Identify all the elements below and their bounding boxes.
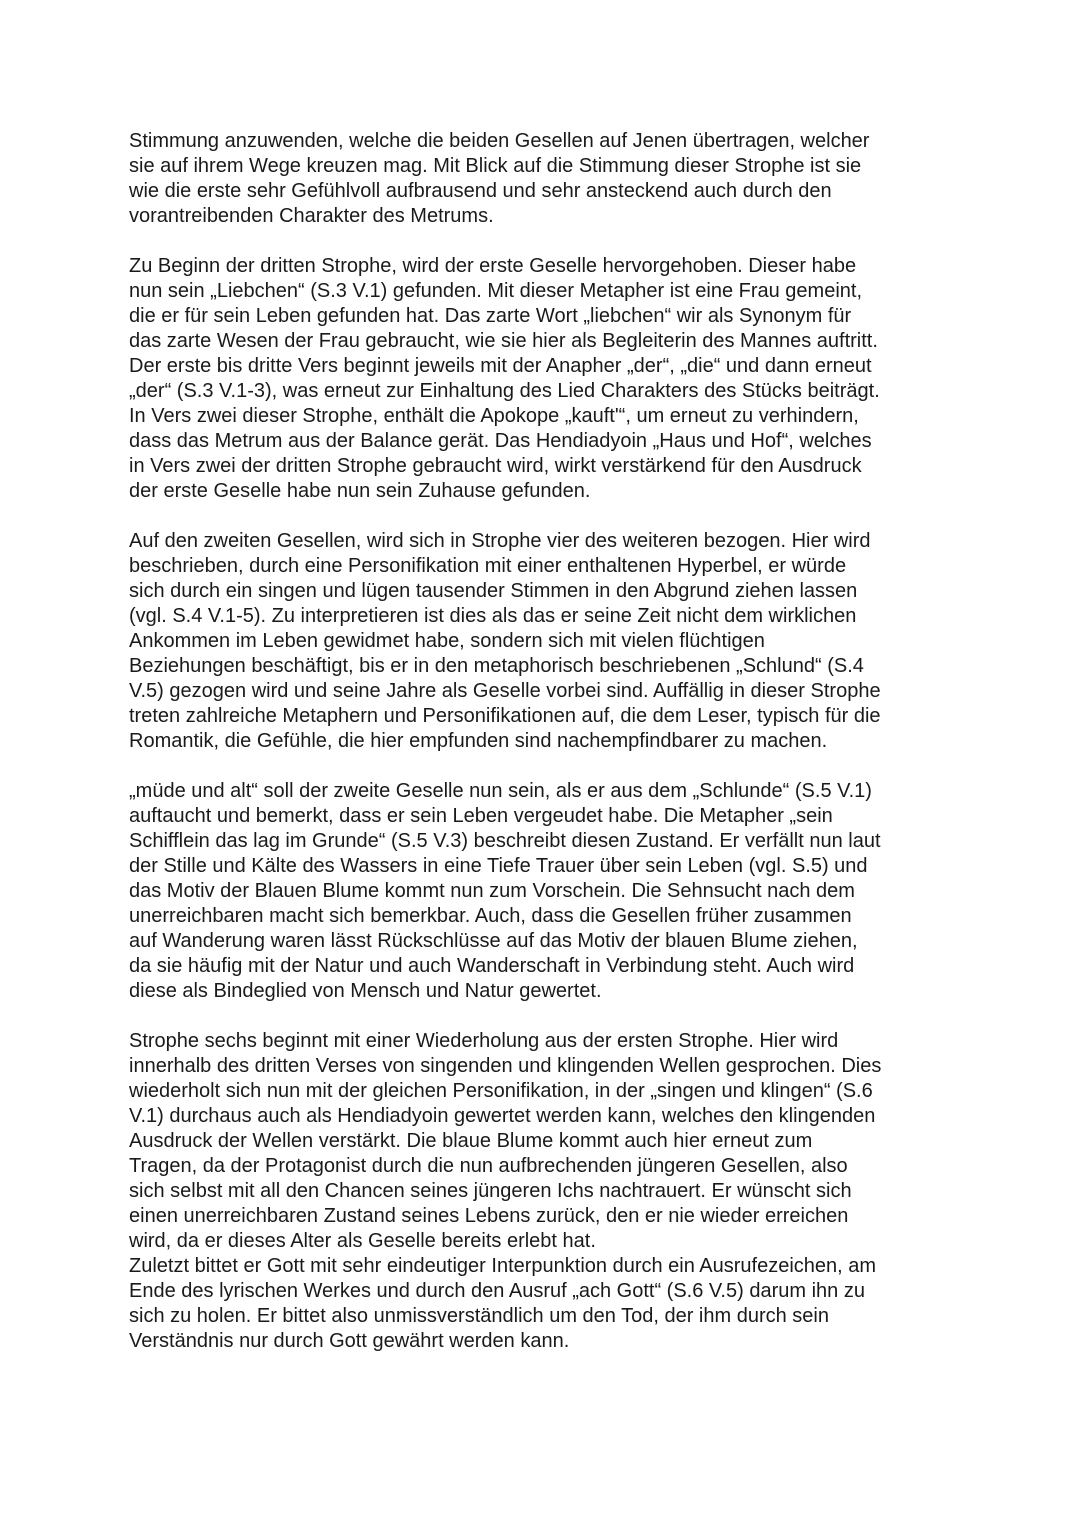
document-page: [129, 129, 959, 1354]
paragraph-gap: [129, 1004, 959, 1029]
text-line: V.1) durchaus auch als Hendiadyoin gewertet werden kann, welches den klingenden: [129, 1105, 876, 1127]
text-line: wie die erste sehr Gefühlvoll aufbrausend und sehr ansteckend auch durch den: [129, 180, 832, 202]
text-line: beschrieben, durch eine Personifikation mit einer enthaltenen Hyperbel, er würde: [129, 555, 847, 577]
text-line: Ankommen im Leben gewidmet habe, sondern sich mit vielen flüchtigen: [129, 630, 765, 652]
text-line: Stimmung anzuwenden, welche die beiden Gesellen auf Jenen übertragen, welcher: [129, 130, 870, 152]
text-line: der Stille und Kälte des Wassers in eine Tiefe Trauer über sein Leben (vgl. S.5) und: [129, 855, 868, 877]
text-line: die er für sein Leben gefunden hat. Das zarte Wort „liebchen“ wir als Synonym für: [129, 305, 852, 327]
text-line: vorantreibenden Charakter des Metrums.: [129, 205, 494, 227]
text-line: Ende des lyrischen Werkes und durch den Ausruf „ach Gott“ (S.6 V.5) darum ihn zu: [129, 1280, 865, 1302]
text-line: Ausdruck der Wellen verstärkt. Die blaue Blume kommt auch hier erneut zum: [129, 1130, 813, 1152]
text-line: wird, da er dieses Alter als Geselle bereits erlebt hat.: [129, 1230, 596, 1252]
text-line: da sie häufig mit der Natur und auch Wanderschaft in Verbindung steht. Auch wird: [129, 955, 855, 977]
text-line: Schifflein das lag im Grunde“ (S.5 V.3) beschreibt diesen Zustand. Er verfällt nun laut: [129, 830, 881, 852]
text-line: (vgl. S.4 V.1-5). Zu interpretieren ist dies als das er seine Zeit nicht dem wirklichen: [129, 605, 857, 627]
text-line: innerhalb des dritten Verses von singenden und klingenden Wellen gesprochen. Dies: [129, 1055, 882, 1077]
text-line: der erste Geselle habe nun sein Zuhause gefunden.: [129, 480, 591, 502]
text-line: sie auf ihrem Wege kreuzen mag. Mit Blick auf die Stimmung dieser Strophe ist sie: [129, 155, 862, 177]
text-line: Zu Beginn der dritten Strophe, wird der erste Geselle hervorgehoben. Dieser habe: [129, 255, 857, 277]
text-line: dass das Metrum aus der Balance gerät. Das Hendiadyoin „Haus und Hof“, welches: [129, 430, 872, 452]
text-line: das zarte Wesen der Frau gebraucht, wie sie hier als Begleiterin des Mannes auftritt.: [129, 330, 878, 352]
text-line: Verständnis nur durch Gott gewährt werden kann.: [129, 1330, 570, 1352]
paragraph-strophe-sechs: [129, 1029, 959, 1354]
paragraph-stimmung: [129, 129, 959, 229]
text-line: sich selbst mit all den Chancen seines jüngeren Ichs nachtrauert. Er wünscht sich: [129, 1180, 852, 1202]
text-line: in Vers zwei der dritten Strophe gebraucht wird, wirkt verstärkend für den Ausdruck: [129, 455, 862, 477]
paragraph-strophe-fuenf: [129, 779, 959, 1004]
paragraph-gap: [129, 504, 959, 529]
text-line: das Motiv der Blauen Blume kommt nun zum Vorschein. Die Sehnsucht nach dem: [129, 880, 855, 902]
text-line: „der“ (S.3 V.1-3), was erneut zur Einhaltung des Lied Charakters des Stücks beiträgt.: [129, 380, 880, 402]
text-line: Auf den zweiten Gesellen, wird sich in Strophe vier des weiteren bezogen. Hier wird: [129, 530, 871, 552]
text-line: auftaucht und bemerkt, dass er sein Leben vergeudet habe. Die Metapher „sein: [129, 805, 833, 827]
text-line: „müde und alt“ soll der zweite Geselle nun sein, als er aus dem „Schlunde“ (S.5 V.1): [129, 780, 872, 802]
text-line: Der erste bis dritte Vers beginnt jeweils mit der Anapher „der“, „die“ und dann erneut: [129, 355, 872, 377]
text-line: sich zu holen. Er bittet also unmissverständlich um den Tod, der ihm durch sein: [129, 1305, 829, 1327]
text-line: V.5) gezogen wird und seine Jahre als Geselle vorbei sind. Auffällig in dieser Strophe: [129, 680, 881, 702]
text-line: Romantik, die Gefühle, die hier empfunden sind nachempfindbarer zu machen.: [129, 730, 828, 752]
text-line: wiederholt sich nun mit der gleichen Personifikation, in der „singen und klingen“ (S.6: [129, 1080, 873, 1102]
text-line: Strophe sechs beginnt mit einer Wiederholung aus der ersten Strophe. Hier wird: [129, 1030, 839, 1052]
text-line: diese als Bindeglied von Mensch und Natur gewertet.: [129, 980, 602, 1002]
paragraph-gap: [129, 754, 959, 779]
text-line: Zuletzt bittet er Gott mit sehr eindeutiger Interpunktion durch ein Ausrufezeichen, am: [129, 1255, 877, 1277]
text-line: sich durch ein singen und lügen tausender Stimmen in den Abgrund ziehen lassen: [129, 580, 858, 602]
paragraph-strophe-drei: [129, 254, 959, 504]
text-line: nun sein „Liebchen“ (S.3 V.1) gefunden. Mit dieser Metapher ist eine Frau gemeint,: [129, 280, 863, 302]
text-line: Beziehungen beschäftigt, bis er in den metaphorisch beschriebenen „Schlund“ (S.4: [129, 655, 864, 677]
text-line: treten zahlreiche Metaphern und Personifikationen auf, die dem Leser, typisch für die: [129, 705, 881, 727]
text-line: unerreichbaren macht sich bemerkbar. Auch, dass die Gesellen früher zusammen: [129, 905, 852, 927]
text-line: In Vers zwei dieser Strophe, enthält die Apokope „kauft'“, um erneut zu verhindern,: [129, 405, 859, 427]
text-line: einen unerreichbaren Zustand seines Lebens zurück, den er nie wieder erreichen: [129, 1205, 849, 1227]
paragraph-strophe-vier: [129, 529, 959, 754]
paragraph-gap: [129, 229, 959, 254]
text-line: Tragen, da der Protagonist durch die nun aufbrechenden jüngeren Gesellen, also: [129, 1155, 848, 1177]
text-line: auf Wanderung waren lässt Rückschlüsse auf das Motiv der blauen Blume ziehen,: [129, 930, 858, 952]
